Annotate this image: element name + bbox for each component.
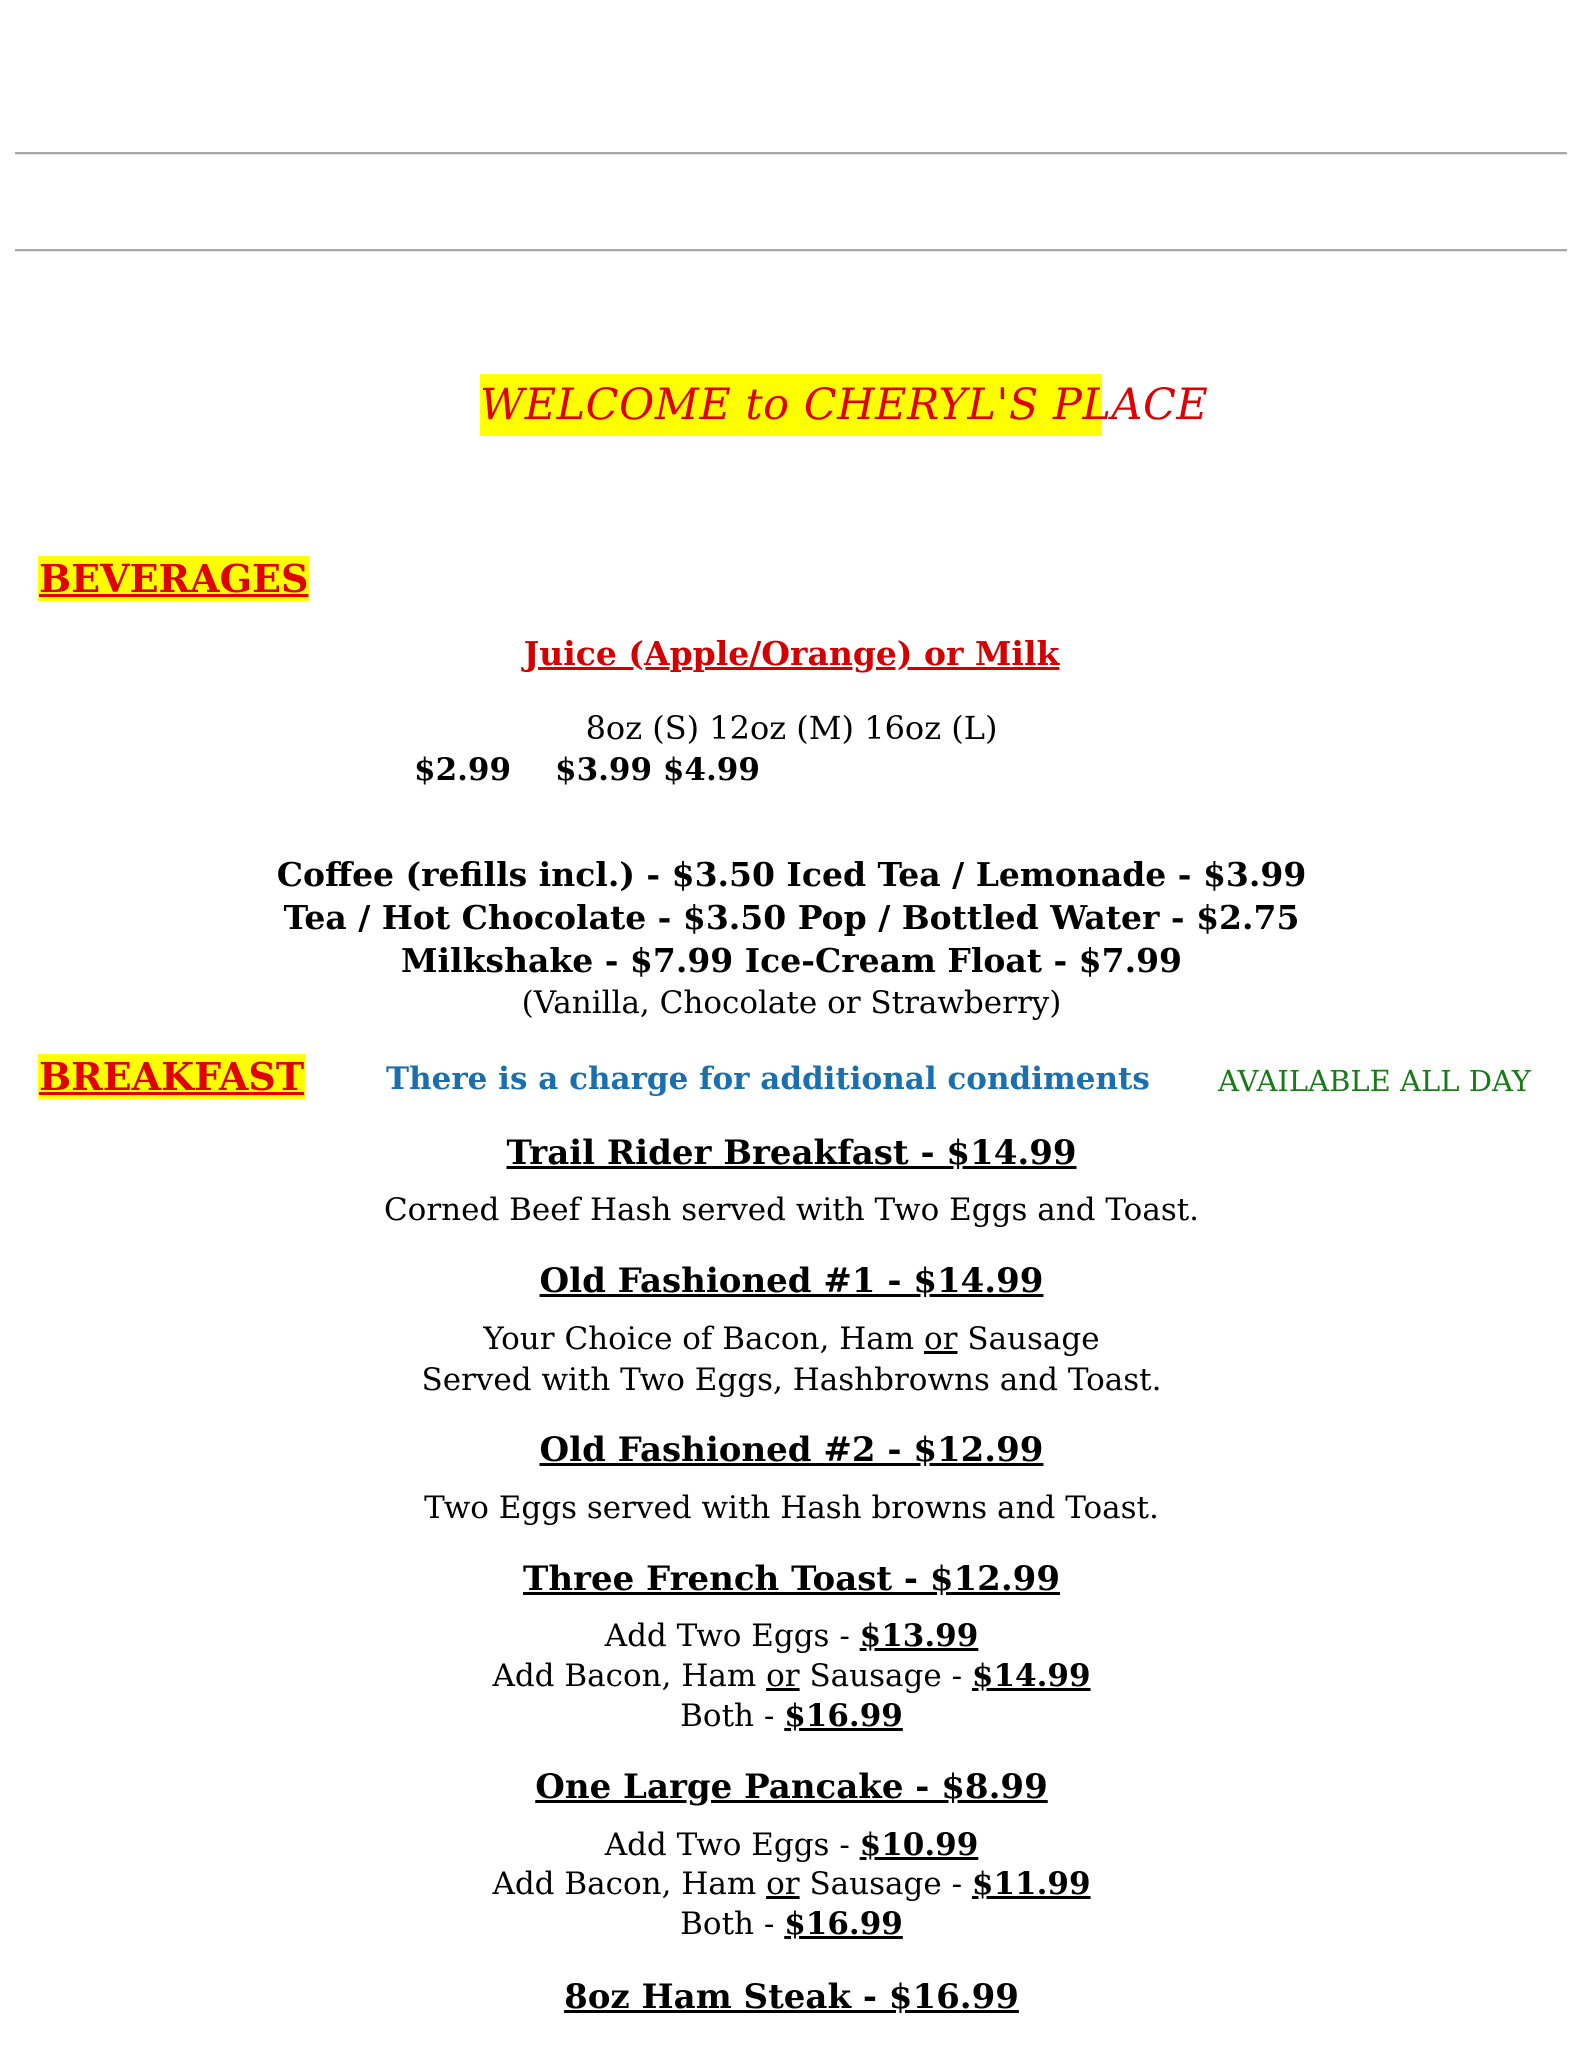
- ham-steak-title: 8oz Ham Steak - $16.99: [564, 1977, 1019, 2017]
- addon-label: Add Two Eggs -: [604, 1827, 860, 1863]
- menu-item-title: [0, 1557, 1583, 1607]
- welcome-banner: WELCOME to CHERYL'S PLACE: [480, 374, 1102, 436]
- addon-price: $16.99: [784, 1698, 903, 1734]
- addon-price: $11.99: [971, 1866, 1091, 1902]
- menu-item-addon: [0, 1864, 1583, 1904]
- menu-item-addon: [0, 1656, 1583, 1696]
- beverage-line-1: Coffee (refills incl.) - $3.50 Iced Tea / Lemonade - $3.99: [276, 855, 1307, 894]
- bottom-divider: [15, 249, 1567, 252]
- desc-or: or: [924, 1321, 958, 1357]
- menu-item-title: [0, 1428, 1583, 1478]
- menu-item-desc: [0, 1319, 1583, 1359]
- addon-or: or: [766, 1658, 800, 1694]
- menu-item-desc: Corned Beef Hash served with Two Eggs and Toast.: [383, 1192, 1200, 1228]
- juice-title-row: [0, 632, 1583, 682]
- addon-label: Both -: [680, 1698, 785, 1734]
- menu-item-addon: [0, 1616, 1583, 1656]
- addon-label: Add Bacon, Ham: [492, 1658, 767, 1694]
- menu-item-addon: [0, 1825, 1583, 1865]
- menu-item-title: [0, 1975, 1583, 2025]
- milkshake-flavors: (Vanilla, Chocolate or Strawberry): [521, 985, 1062, 1021]
- pancake-title: One Large Pancake - $8.99: [535, 1767, 1048, 1807]
- addon-price: $10.99: [859, 1827, 979, 1863]
- addon-label: Sausage -: [799, 1658, 972, 1694]
- old-fashioned-1-title: Old Fashioned #1 - $14.99: [539, 1261, 1044, 1301]
- beverage-line-2: Tea / Hot Chocolate - $3.50 Pop / Bottled Water - $2.75: [283, 898, 1300, 937]
- menu-item-addon: [0, 1696, 1583, 1736]
- menu-item-title: [0, 1259, 1583, 1309]
- french-toast-title: Three French Toast - $12.99: [523, 1559, 1060, 1599]
- menu-item-addon: [0, 1904, 1583, 1944]
- juice-price-small: $2.99: [414, 752, 512, 788]
- trail-rider-title: Trail Rider Breakfast - $14.99: [506, 1133, 1077, 1173]
- menu-item-desc: Two Eggs served with Hash browns and Toast.: [424, 1490, 1159, 1526]
- menu-item-title: [0, 1131, 1583, 1181]
- desc-text: Your Choice of Bacon, Ham: [483, 1321, 924, 1357]
- beverages-heading: BEVERAGES: [39, 556, 309, 601]
- juice-sizes: 8oz (S) 12oz (M) 16oz (L): [585, 709, 998, 747]
- breakfast-heading-wrap: [38, 1054, 305, 1100]
- menu-item-title: [0, 1765, 1583, 1815]
- addon-or: or: [766, 1866, 800, 1902]
- addon-price: $14.99: [971, 1658, 1091, 1694]
- addon-label: Add Bacon, Ham: [492, 1866, 767, 1902]
- desc-text: Sausage: [957, 1321, 1100, 1357]
- addon-price: $16.99: [784, 1906, 903, 1942]
- condiments-note: There is a charge for additional condiments: [386, 1061, 1150, 1097]
- addon-price: $13.99: [859, 1618, 979, 1654]
- breakfast-heading: BREAKFAST: [39, 1054, 305, 1099]
- old-fashioned-2-title: Old Fashioned #2 - $12.99: [539, 1430, 1044, 1470]
- juice-price-medium-large: $3.99 $4.99: [555, 752, 760, 788]
- beverage-line-3: Milkshake - $7.99 Ice-Cream Float - $7.99: [400, 941, 1183, 980]
- addon-label: Sausage -: [799, 1866, 972, 1902]
- addon-label: Both -: [680, 1906, 785, 1942]
- addon-label: Add Two Eggs -: [604, 1618, 860, 1654]
- top-divider: [15, 152, 1567, 155]
- availability-note: AVAILABLE ALL DAY: [1218, 1064, 1531, 1098]
- juice-title: Juice (Apple/Orange) or Milk: [523, 634, 1060, 673]
- beverages-heading-wrap: [38, 556, 309, 602]
- menu-item-desc: Served with Two Eggs, Hashbrowns and Toast.: [421, 1362, 1162, 1398]
